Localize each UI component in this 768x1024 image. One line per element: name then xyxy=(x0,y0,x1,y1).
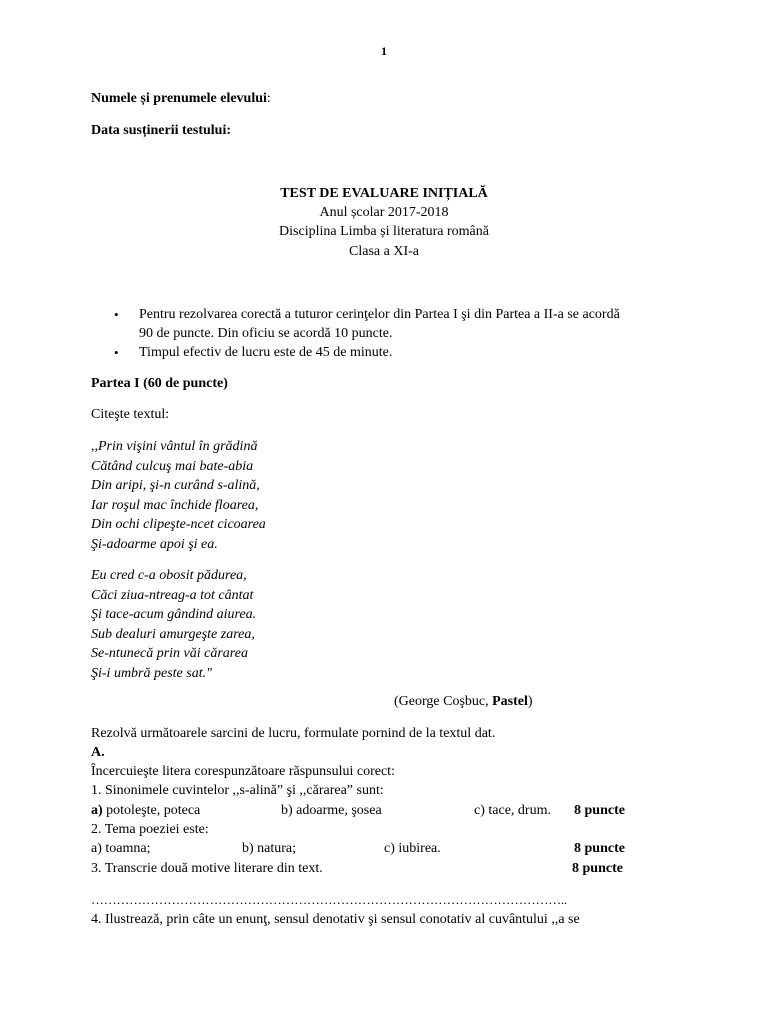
poem-line: Şi-adoarme apoi şi ea. xyxy=(91,536,218,552)
q1-points: 8 puncte xyxy=(574,803,625,818)
poem-line: Cătând culcuş mai bate-abia xyxy=(91,458,254,474)
circle-instruction: Încercuieşte litera corespunzătoare răspunsului corect: xyxy=(91,764,395,779)
attribution-author: (George Coşbuc, xyxy=(394,694,493,709)
poem-line: Şi tace-acum gândind aiurea. xyxy=(91,607,257,622)
test-date-label: Data susținerii testului: xyxy=(91,123,231,138)
student-name-label: Numele și prenumele elevului xyxy=(91,91,267,106)
instruction-item-1-line-1: Pentru rezolvarea corectă a tuturor cerinţelor din Partea I şi din Partea a II-a se acordă xyxy=(139,307,620,322)
bullet-icon: • xyxy=(114,307,119,322)
poem-line: Din ochi clipeşte-ncet cicoarea xyxy=(91,517,266,532)
q1-option-b: b) adoarme, şosea xyxy=(281,803,382,818)
q2-option-c: c) iubirea. xyxy=(384,841,441,856)
bullet-icon: • xyxy=(114,345,119,360)
read-text-label: Citeşte textul: xyxy=(91,407,170,422)
attribution-title: Pastel xyxy=(492,694,528,709)
question-1: 1. Sinonimele cuvintelor ,,s-alină” şi ,,cărarea” sunt: xyxy=(91,783,384,798)
instruction-item-1-line-2: 90 de puncte. Din oficiu se acordă 10 puncte. xyxy=(139,326,393,341)
poem-line: Şi-i umbră peste sat." xyxy=(91,665,212,681)
student-name-colon: : xyxy=(266,91,271,106)
school-year: Anul școlar 2017-2018 xyxy=(319,205,449,220)
q1-option-c: c) tace, drum. xyxy=(474,803,551,818)
poem-line: Eu cred c-a obosit pădurea, xyxy=(91,568,247,583)
poem-attribution xyxy=(394,694,533,710)
q2-option-b: b) natura; xyxy=(242,841,297,856)
attribution-close: ) xyxy=(527,694,533,709)
q3-points: 8 puncte xyxy=(572,861,623,876)
poem-line: Sub dealuri amurgeşte zarea, xyxy=(91,626,255,642)
q1-option-a xyxy=(91,803,200,819)
student-name-line xyxy=(91,91,271,107)
poem-line: Căci ziua-ntreag-a tot cântat xyxy=(91,587,254,603)
question-2: 2. Tema poeziei este: xyxy=(91,822,209,837)
answer-dotted-line: ………………………………………………………………………………………………….. xyxy=(91,892,567,907)
question-3: 3. Transcrie două motive literare din text. xyxy=(91,861,323,876)
q1-option-a-text: potoleşte, poteca xyxy=(102,803,201,818)
grade: Clasa a XI-a xyxy=(349,244,419,259)
part1-title: Partea I (60 de puncte) xyxy=(91,376,228,391)
poem-stanza-2 xyxy=(91,566,256,683)
poem-line: Se-ntunecă prin văi cărarea xyxy=(91,646,248,661)
q2-option-a: a) toamna; xyxy=(91,841,151,856)
q1-option-a-letter: a) xyxy=(91,803,103,818)
poem-stanza-1 xyxy=(91,437,266,554)
q2-points: 8 puncte xyxy=(574,841,625,856)
poem-line: Din aripi, şi-n curând s-alină, xyxy=(91,478,260,493)
task-intro: Rezolvă următoarele sarcini de lucru, formulate pornind de la textul dat. xyxy=(91,726,496,741)
discipline: Disciplina Limba și literatura română xyxy=(279,224,489,239)
test-title: TEST DE EVALUARE INIȚIALĂ xyxy=(280,186,488,201)
poem-line: ,,Prin vişini vântul în grădină xyxy=(91,439,258,454)
section-a-label: A. xyxy=(91,745,105,760)
page-number: 1 xyxy=(381,44,387,58)
instruction-item-2: Timpul efectiv de lucru este de 45 de minute. xyxy=(139,345,393,360)
question-4: 4. Ilustrează, prin câte un enunţ, sensul denotativ şi sensul conotativ al cuvântului ,,a se xyxy=(91,912,580,927)
poem-line: Iar roşul mac închide floarea, xyxy=(91,497,259,513)
